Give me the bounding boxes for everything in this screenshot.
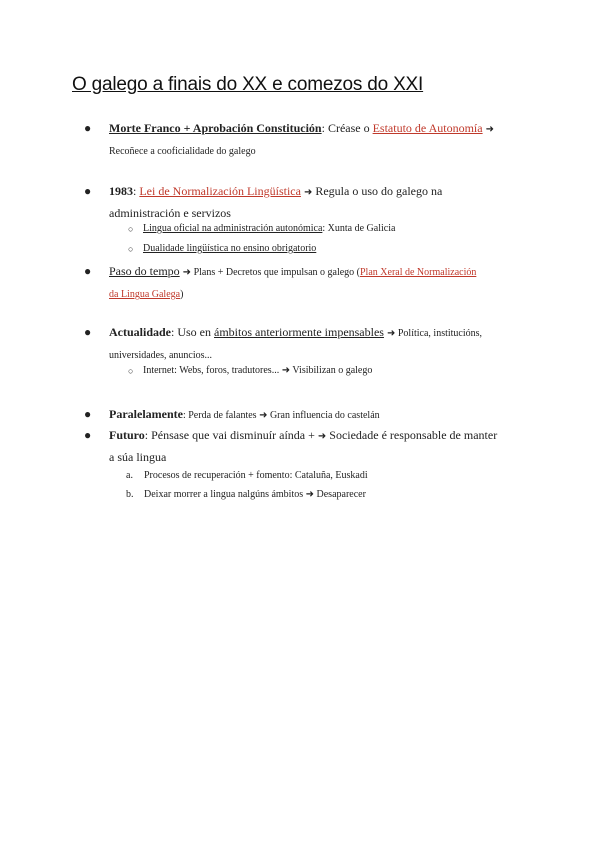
item-lead: Futuro (109, 428, 145, 442)
arrow-icon: ➜ (317, 431, 327, 442)
ordered-item-label: Deixar morrer a lingua nalgúns ámbitos (144, 489, 306, 500)
bullet-icon: ● (84, 407, 92, 421)
item-underlined: ámbitos anteriormente impensables (214, 325, 384, 339)
arrow-icon: ➜ (305, 489, 315, 500)
item-text: : Pénsase que vai disminuír aínda + (144, 428, 318, 442)
sub-item-rest: : Xunta de Galicia (322, 223, 396, 234)
arrow-icon: ➜ (281, 365, 291, 376)
item-text-after: Gran influencia do castelán (267, 410, 380, 421)
sub-item-label: Internet: Webs, foros, tradutores... (143, 365, 280, 376)
item-text: : Uso en (171, 325, 215, 339)
item-text-after: Sociedade é responsable de manter (326, 428, 498, 442)
page-title: O galego a finais do XX e comezos do XXI (72, 74, 424, 95)
arrow-icon: ➜ (259, 410, 268, 421)
item-text: : Créase o (321, 121, 373, 135)
arrow-icon: ➜ (386, 328, 396, 339)
item-lead: Paso do tempo (109, 264, 180, 278)
sub-item-rest: Visibilizan o galego (290, 365, 373, 376)
item-line2: universidades, anuncios... (109, 350, 213, 361)
sub-item-label: Lingua oficial na administración autonómica (143, 223, 323, 234)
ordered-item-rest: Desaparecer (314, 489, 366, 500)
item-line2: Recoñece a cooficialidade do galego (109, 146, 256, 157)
arrow-icon: ➜ (182, 267, 192, 278)
item-text-after: Regula o uso do galego na (312, 184, 443, 198)
bullet-icon: ● (84, 428, 92, 442)
item-line2: administración e servizos (109, 206, 231, 220)
ordered-marker: a. (126, 470, 133, 481)
sub-item-label: Dualidade lingüística no ensino obrigatorio (143, 243, 317, 254)
ordered-item-label: Procesos de recuperación + fomento: Cataluña, Euskadi (144, 470, 368, 481)
arrow-icon: ➜ (303, 187, 313, 198)
item-text: : Perda de falantes (182, 410, 260, 421)
bullet-icon: ● (84, 325, 92, 339)
item-lead: Paralelamente (109, 407, 183, 421)
circle-bullet-icon: ○ (128, 244, 134, 254)
bullet-icon: ● (84, 184, 92, 198)
item-text-after: Política, institucións, (395, 328, 483, 339)
item-lead: Actualidade (109, 325, 172, 339)
circle-bullet-icon: ○ (128, 224, 134, 234)
item-lead: Morte Franco + Aprobación Constitución (109, 121, 322, 135)
arrow-icon: ➜ (485, 124, 494, 135)
ordered-marker: b. (126, 489, 134, 500)
item-lead: 1983 (109, 184, 133, 198)
link-estatuto[interactable]: Estatuto de Autonomía (372, 121, 483, 135)
link-plan-xeral[interactable]: Plan Xeral de Normalización (360, 267, 477, 278)
link-lei-normalizacion[interactable]: Lei de Normalización Lingüística (139, 184, 301, 198)
circle-bullet-icon: ○ (128, 366, 134, 376)
item-text-close: ) (180, 289, 184, 300)
link-plan-xeral-cont[interactable]: da Lingua Galega (109, 289, 181, 300)
bullet-icon: ● (84, 264, 92, 278)
item-text: : (133, 184, 140, 198)
item-line2: a súa lingua (109, 450, 167, 464)
bullet-icon: ● (84, 121, 92, 135)
item-text: Plans + Decretos que impulsan o galego ( (191, 267, 360, 278)
